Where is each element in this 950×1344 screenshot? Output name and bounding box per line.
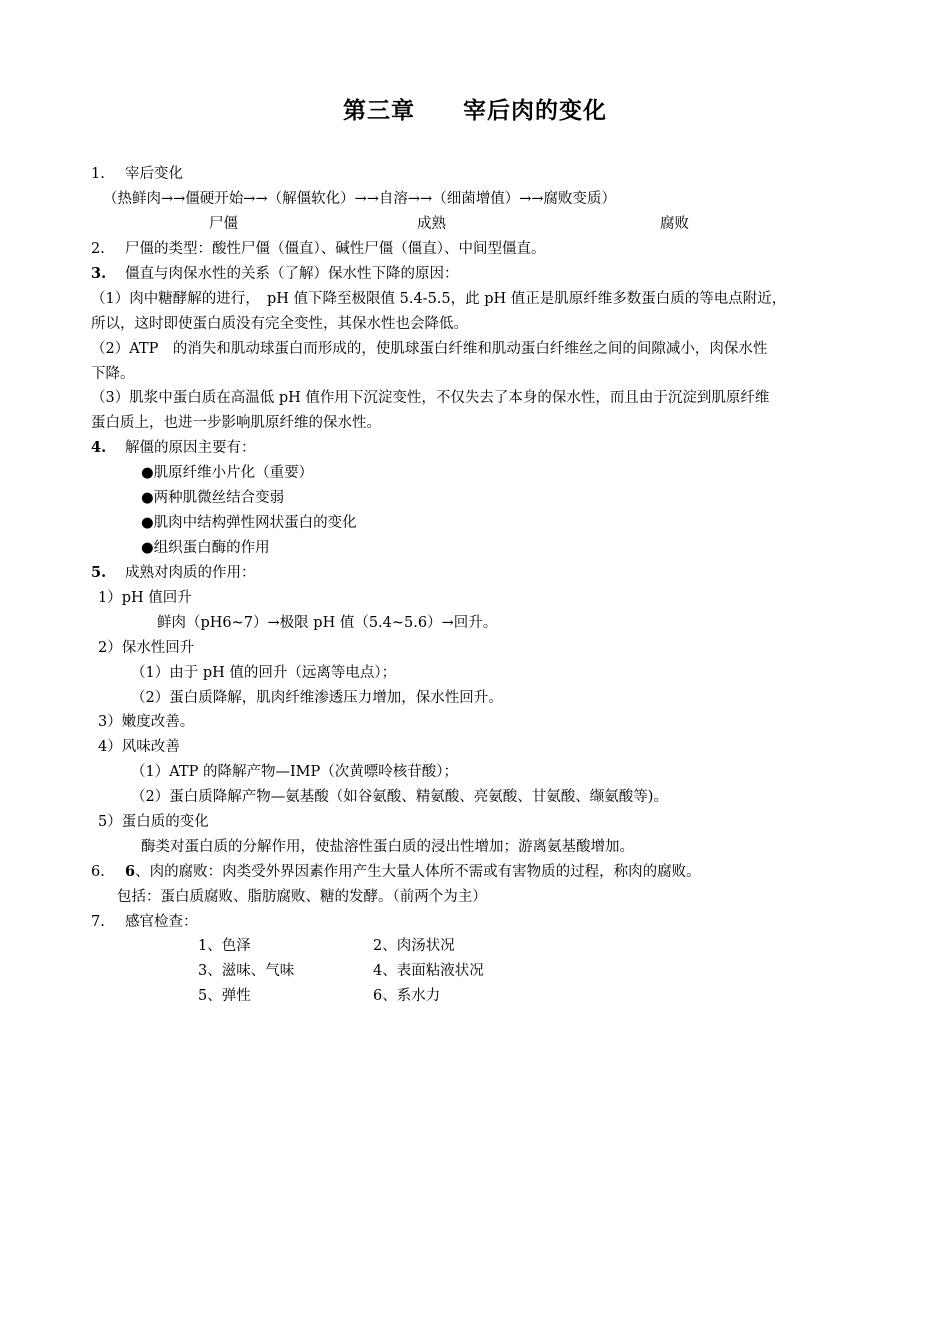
- section-text: 宰后变化: [125, 166, 183, 182]
- flow-label-aging: 成熟: [417, 216, 446, 232]
- sub-item-detail: （2）蛋白质降解，肌肉纤维渗透压力增加，保水性回升。: [131, 690, 503, 706]
- section-number: 4.: [91, 439, 107, 456]
- sub-item: 1）pH 值回升: [98, 590, 192, 606]
- sub-item: 5）蛋白质的变化: [98, 814, 209, 830]
- check-item: 5、弹性: [198, 988, 251, 1004]
- section-3: [91, 264, 459, 284]
- section-text: 感官检查：: [125, 914, 198, 930]
- section-5: [91, 563, 256, 583]
- page-title: 第三章 宰后肉的变化: [343, 98, 607, 124]
- paragraph-line: 蛋白质上，也进一步影响肌原纤维的保水性。: [91, 415, 381, 431]
- paragraph-line: （1）肉中糖酵解的进行， pH 值下降至极限值 5.4-5.5，此 pH 值正是肌原纤维多数蛋白质的等电点附近，: [91, 291, 787, 307]
- section-text: 成熟对肉质的作用：: [125, 565, 256, 581]
- section-text: 僵直与肉保水性的关系（了解）保水性下降的原因：: [125, 266, 459, 282]
- sub-item-detail: 鲜肉（pH6~7）→极限 pH 值（5.4~5.6）→回升。: [157, 615, 498, 631]
- section-number: 7.: [91, 914, 105, 930]
- section-text: 尸僵的类型：酸性尸僵（僵直）、碱性尸僵（僵直）、中间型僵直。: [125, 241, 546, 257]
- section-number: 2.: [91, 241, 105, 257]
- section-number: 3.: [91, 265, 107, 282]
- bullet-item: ●肌肉中结构弹性网状蛋白的变化: [141, 515, 357, 531]
- check-item: 2、肉汤状况: [373, 938, 455, 954]
- check-item: 6、系水力: [373, 988, 441, 1004]
- sub-item-detail: （1）ATP 的降解产物—IMP（次黄嘌呤核苷酸）；: [131, 764, 459, 780]
- check-item: 1、色泽: [198, 938, 251, 954]
- section-1-heading: [91, 164, 183, 184]
- section-4: [91, 438, 256, 458]
- sub-item: 4）风味改善: [98, 739, 180, 755]
- bullet-item: ●肌原纤维小片化（重要）: [141, 465, 314, 481]
- section-lead: 6: [125, 863, 136, 880]
- sub-item-detail: （2）蛋白质降解产物—氨基酸（如谷氨酸、精氨酸、亮氨酸、甘氨酸、缬氨酸等)。: [131, 789, 668, 805]
- process-flow: （热鲜肉→→僵硬开始→→（解僵软化）→→自溶→→（细菌增值）→→腐败变质）: [103, 191, 616, 207]
- section-text: 、肉的腐败：肉类受外界因素作用产生大量人体所不需或有害物质的过程，称肉的腐败。: [135, 864, 701, 880]
- flow-label-rigor: 尸僵: [209, 216, 238, 232]
- paragraph-line: 下降。: [91, 366, 135, 382]
- bullet-item: ●两种肌微丝结合变弱: [141, 490, 285, 506]
- section-number: 5.: [91, 564, 107, 581]
- sub-item: 3）嫩度改善。: [98, 714, 195, 730]
- section-number: 6.: [91, 864, 105, 880]
- section-6-detail: 包括：蛋白质腐败、脂肪腐败、糖的发酵。（前两个为主）: [117, 889, 487, 905]
- section-7: [91, 912, 198, 932]
- section-6: [91, 862, 701, 882]
- paragraph-line: 所以，这时即使蛋白质没有完全变性，其保水性也会降低。: [91, 316, 468, 332]
- flow-label-spoilage: 腐败: [660, 216, 689, 232]
- sub-item: 2）保水性回升: [98, 640, 195, 656]
- bullet-item: ●组织蛋白酶的作用: [141, 540, 270, 556]
- section-2: [91, 239, 546, 259]
- paragraph-line: （3）肌浆中蛋白质在高温低 pH 值作用下沉淀变性，不仅失去了本身的保水性，而且由于沉淀到肌原纤维: [91, 390, 770, 406]
- check-item: 4、表面粘液状况: [373, 963, 484, 979]
- check-item: 3、滋味、气味: [198, 963, 295, 979]
- paragraph-line: （2）ATP 的消失和肌动球蛋白而形成的，使肌球蛋白纤维和肌动蛋白纤维丝之间的间隙减小，肉保水性: [91, 341, 768, 357]
- section-number: 1.: [91, 166, 105, 182]
- sub-item-detail: （1）由于 pH 值的回升（远离等电点）；: [131, 665, 397, 681]
- sub-item-detail: 酶类对蛋白质的分解作用，使盐溶性蛋白质的浸出性增加；游离氨基酸增加。: [141, 839, 634, 855]
- section-text: 解僵的原因主要有：: [125, 440, 256, 456]
